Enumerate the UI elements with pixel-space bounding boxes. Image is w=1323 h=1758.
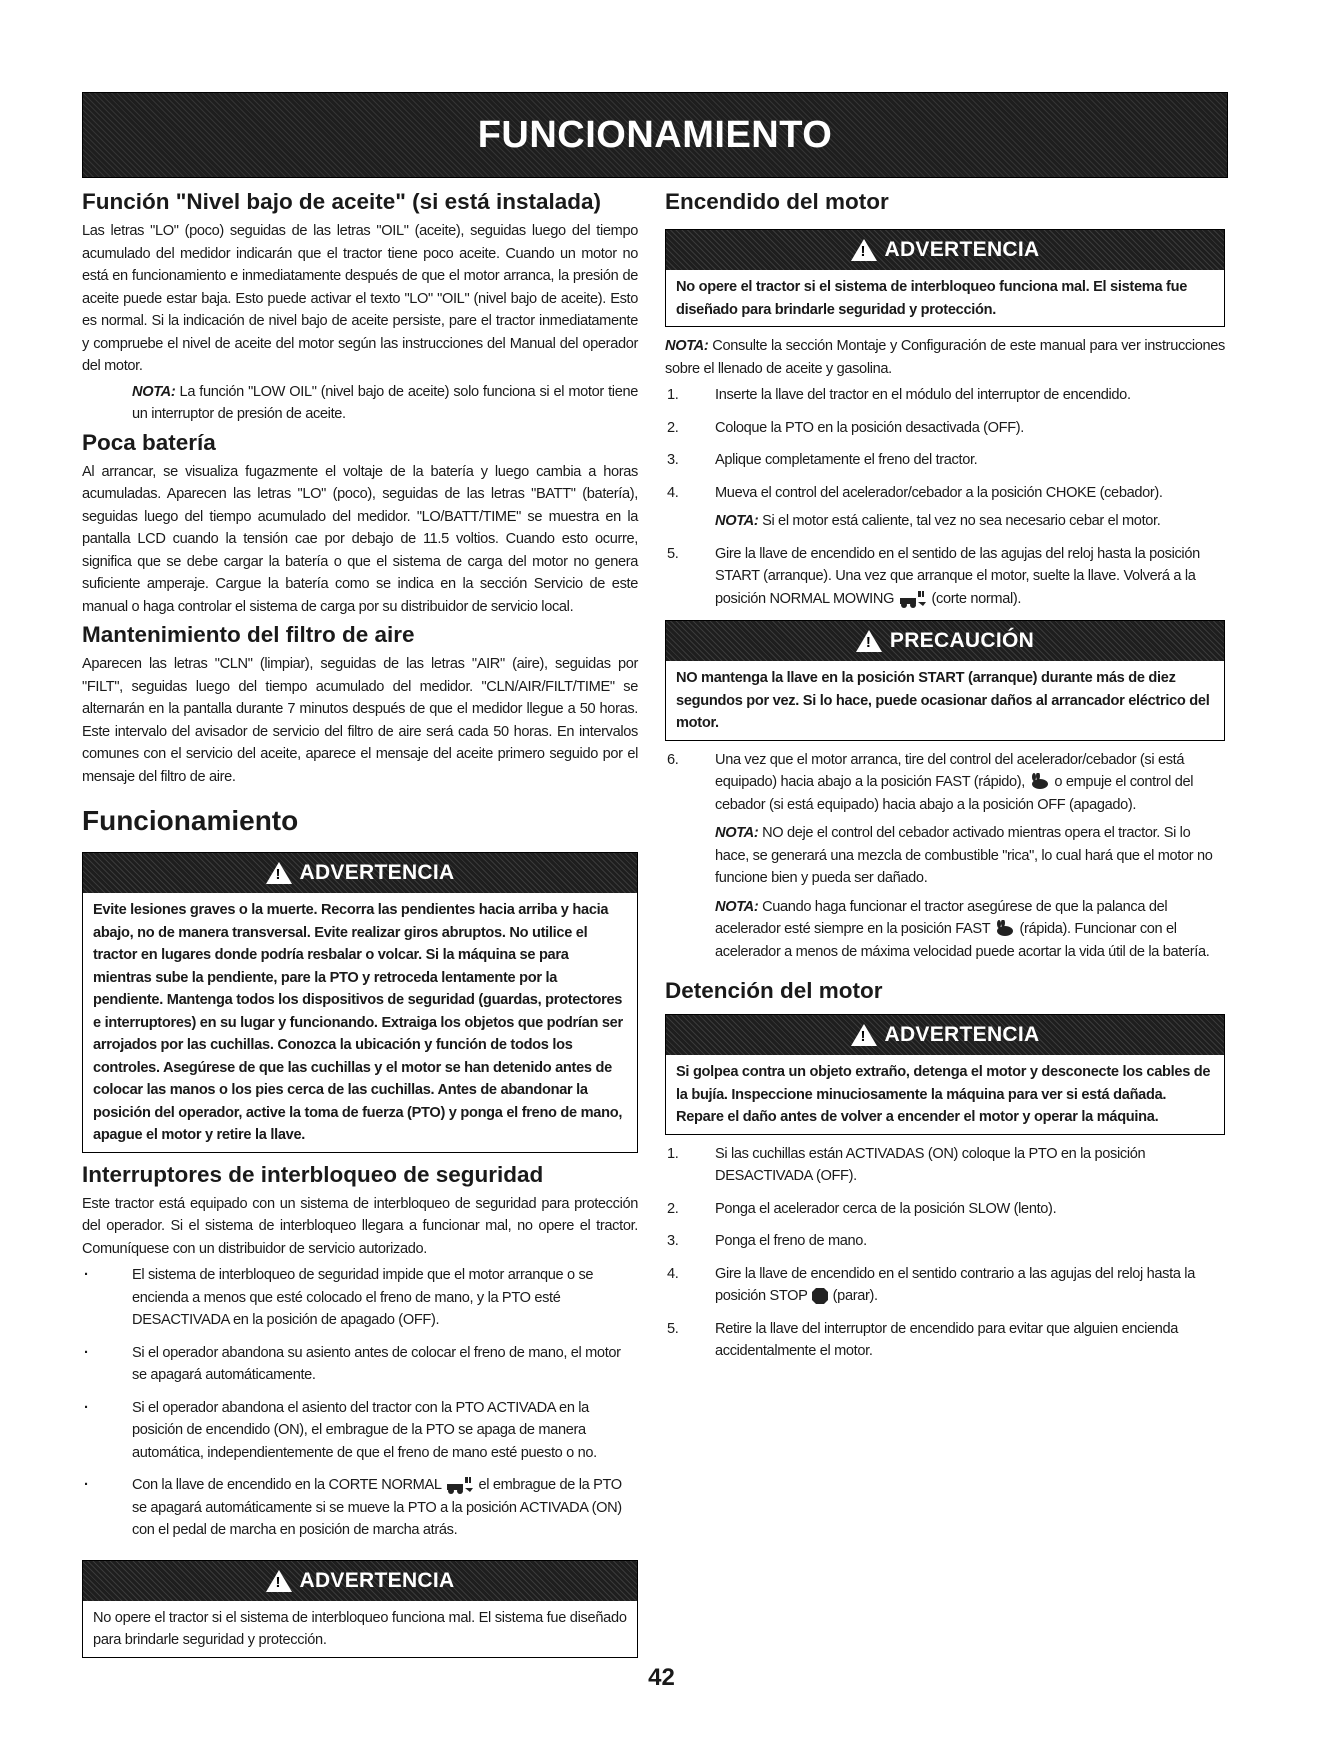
caution-header [666, 621, 1224, 661]
list-item: 1. Si las cuchillas están ACTIVADAS (ON) coloque la PTO en la posición DESACTIVADA (OFF). [667, 1145, 1146, 1184]
caution-title: PRECAUCIÓN [889, 629, 1035, 652]
left-column [82, 188, 638, 1666]
warning-header [666, 1015, 1224, 1055]
warning-body: No opere el tractor si el sistema de interbloqueo funciona mal. El sistema fue diseñado para brindarle seguridad y protección. [676, 279, 1188, 318]
right-column [665, 188, 1225, 1373]
list-item: 2. Coloque la PTO en la posición desactivada (OFF). [667, 419, 1025, 436]
warning-body: Si golpea contra un objeto extraño, detenga el motor y desconecte los cables de la bujía. Inspeccione minuciosamente la máquina para ver si está dañada. Repare el daño antes de volver a encender el motor y operar la máquina. [676, 1064, 1211, 1125]
step-note: NOTA: NO deje el control del cebador activado mientras opera el tractor. Si lo hace, se generará una mezcla de combustible "rica", lo cual hará que el motor no funcione bien y pueda ser dañado. [715, 825, 1213, 886]
warning-triangle-icon [266, 862, 292, 884]
warning-header [83, 853, 637, 893]
list-item: · El sistema de interbloqueo de seguridad impide que el motor arranque o se encienda a menos que esté colocado el freno de mano, y la PTO esté DESACTIVADA en la posición de apagado (OFF). [84, 1267, 594, 1328]
list-item: · Si el operador abandona su asiento antes de colocar el freno de mano, el motor se apagará automáticamente. [84, 1344, 621, 1383]
step-note: NOTA: Si el motor está caliente, tal vez no sea necesario cebar el motor. [715, 513, 1161, 529]
stop-icon [811, 1287, 829, 1305]
warning-title: ADVERTENCIA [884, 238, 1040, 261]
warning-title: ADVERTENCIA [299, 1568, 455, 1592]
normal-mowing-icon [445, 1474, 475, 1496]
warning-triangle-icon [266, 1570, 292, 1592]
list-item: 2. Ponga el acelerador cerca de la posición SLOW (lento). [667, 1200, 1057, 1217]
warning-title: ADVERTENCIA [884, 1023, 1040, 1046]
warning-box-interlock [82, 1560, 638, 1658]
list-item: 5. Retire la llave del interruptor de encendido para evitar que alguien encienda accidentalmente el motor. [667, 1320, 1179, 1359]
list-item: · Si el operador abandona el asiento del tractor con la PTO ACTIVADA en la posición de encendido (ON), el embrague de la PTO se apaga de manera automática, independientemente de que el freno de mano esté puesto o no. [84, 1399, 597, 1461]
warning-box-start [665, 229, 1225, 327]
warning-box-slopes [82, 852, 638, 1153]
page-title: FUNCIONAMIENTO [477, 114, 833, 156]
list-item: 3. Ponga el freno de mano. [667, 1233, 867, 1249]
oil-note-text: La función "LOW OIL" (nivel bajo de aceite) solo funciona si el motor tiene un interruptor de presión de aceite. [132, 383, 638, 422]
warning-title: ADVERTENCIA [299, 861, 455, 884]
fast-rabbit-icon [1029, 773, 1051, 791]
warning-triangle-icon [856, 630, 882, 652]
warning-header [666, 230, 1224, 270]
start-steps-continued [665, 749, 1225, 964]
battery-section-title: Poca batería [82, 429, 216, 455]
warning-body: Evite lesiones graves o la muerte. Recorra las pendientes hacia arriba y hacia abajo, no de manera transversal. Evite realizar giros abruptos. No utilice el tractor en lugares donde podría resbalar o volcar. Si la máquina se para mientras sube la pendiente, pare la PTO y retroceda lentamente por la pendiente. Mantenga todos los dispositivos de seguridad (guardas, protectores e interruptores) en su lugar y funcionando. Extraiga los objetos que podrían ser arrojados por las cuchillas. Conozca la ubicación y función de todos los controles. Asegúrese de que las cuchillas y el motor se han detenido antes de colocar las manos o los pies cerca de las cuchillas. Antes de abandonar la posición del operador, active la toma de fuerza (PTO) y ponga el freno de mano, apague el motor y retire la llave. [93, 902, 623, 1143]
caution-box [665, 620, 1225, 741]
interlock-section-title: Interruptores de interbloqueo de seguridad [82, 1161, 544, 1187]
start-steps [665, 384, 1225, 610]
list-item: 1. Inserte la llave del tractor en el módulo del interruptor de encendido. [667, 387, 1131, 403]
interlock-body: Este tractor está equipado con un sistema de interbloqueo de seguridad para protección del operador. Si el sistema de interbloqueo llegara a funcionar mal, no opere el tractor. Comuníquese con un distribuidor de servicio autorizado. [82, 1195, 638, 1257]
oil-note-label: NOTA: [132, 383, 176, 400]
start-note: NOTA: Consulte la sección Montaje y Configuración de este manual para ver instrucciones sobre el llenado de aceite y gasolina. [665, 338, 1225, 377]
page-number: 42 [648, 1664, 675, 1691]
list-item: · Con la llave de encendido en la CORTE NORMAL el embrague de la PTO se apagará automáticamente si se mueve la PTO a la posición ACTIVADA (ON) con el pedal de marcha en posición de marcha atrás. [82, 1474, 638, 1542]
stop-steps [665, 1143, 1225, 1363]
warning-triangle-icon [851, 1024, 877, 1046]
oil-body: Las letras "LO" (poco) seguidas de las letras "OIL" (aceite), seguidas luego del tiempo acumulado del medidor indicarán que el tractor tiene poco aceite. Cuando un motor no está en funcionamiento e inmediatamente después de que el motor arranca, la presión de aceite puede estar baja. Esto puede activar el texto "LO" "OIL" (nivel bajo de aceite). Esto es normal. Si la indicación de nivel bajo de aceite persiste, pare el tractor inmediatamente y compruebe el nivel de aceite del motor según las instrucciones del Manual del operador del motor. [82, 223, 638, 374]
battery-body: Al arrancar, se visualiza fugazmente el voltaje de la batería y luego cambia a horas acumuladas. Aparecen las letras "LO" (poco), seguidas de las letras "BATT" (batería), seguidas luego del tiempo acumulado del medidor. "LO/BATT/TIME" se muestra en la pantalla LCD cuando la tensión cae por debajo de 11.5 voltios. Cuando esto ocurre, significa que se debe cargar la batería o que el sistema de carga del motor no genera suficiente amperaje. Cargue la batería como se indica en la sección Servicio de este manual o haga controlar el sistema de carga por su distribuidor de servicio local. [82, 463, 638, 615]
list-item: 4. Mueva el control del acelerador/cebador a la posición CHOKE (cebador). NOTA: Si el motor está caliente, tal vez no sea necesario cebar el motor. [665, 482, 1225, 533]
step-note: NOTA: Cuando haga funcionar el tractor asegúrese de que la palanca del acelerador esté siempre en la posición FAST (rápida). Funcionar con el acelerador a menos de máxima velocidad puede acortar la vida útil de la batería. [715, 898, 1210, 960]
warning-box-stop [665, 1014, 1225, 1135]
filter-body: Aparecen las letras "CLN" (limpiar), seguidas de las letras "AIR" (aire), seguidas por "FILT", seguidas luego del tiempo acumulado del medidor. "CLN/AIR/FILT/TIME" se alternarán en la pantalla durante 7 minutos después de que el medidor llegue a 50 horas. Este intervalo del avisador de servicio del filtro de aire será cada 50 horas. En intervalos comunes con el servicio del aceite, aparece el mensaje del aceite primero seguido por el mensaje del filtro de aire. [82, 656, 638, 785]
header-banner [82, 92, 1228, 178]
warning-triangle-icon [851, 239, 877, 261]
oil-note [132, 381, 638, 426]
list-item: 5. Gire la llave de encendido en el sentido de las agujas del reloj hasta la posición START (arranque). Una vez que arranque el motor, suelte la llave. Volverá a la posición NORMAL MOWING (corte normal). [665, 543, 1225, 611]
oil-section-title: Función "Nivel bajo de aceite" (si está instalada) [82, 189, 601, 214]
stop-section-title: Detención del motor [665, 978, 883, 1003]
start-note-label: NOTA: [665, 338, 709, 354]
list-item: 3. Aplique completamente el freno del tractor. [667, 452, 978, 468]
list-item: 6. Una vez que el motor arranca, tire del control del acelerador/cebador (si está equipado) hacia abajo a la posición FAST (rápido), o empuje el control del cebador (si está equipado) hacia abajo a la posición OFF (apagado). NOTA: NO deje el control del cebador activado mientras opera el tractor. Si lo hace, se generará una mezcla de combustible "rica", lo cual hará que el motor no funcione bien y pueda ser dañado. NOTA: Cuando haga funcionar el tractor asegúrese de que la palanca del acelerador esté siempre en la posición FAST (rápida). Funcionar con el acelerador a menos de máxima velocidad puede acortar la vida útil de la batería. [665, 749, 1225, 964]
caution-body: NO mantenga la llave en la posición START (arranque) durante más de diez segundos por vez. Si lo hace, puede ocasionar daños al arrancador eléctrico del motor. [676, 670, 1210, 731]
fast-rabbit-icon [994, 920, 1016, 938]
list-item: 4. Gire la llave de encendido en el sentido contrario a las agujas del reloj hasta la posición STOP (parar). [667, 1265, 1195, 1304]
warning-body: No opere el tractor si el sistema de interbloqueo funciona mal. El sistema fue diseñado para brindarle seguridad y protección. [93, 1609, 627, 1648]
start-section-title: Encendido del motor [665, 189, 889, 214]
operation-title: Funcionamiento [82, 805, 299, 836]
warning-header [83, 1561, 637, 1601]
filter-section-title: Mantenimiento del filtro de aire [82, 622, 415, 647]
normal-mowing-icon [898, 588, 928, 610]
interlock-bullets [82, 1264, 638, 1542]
